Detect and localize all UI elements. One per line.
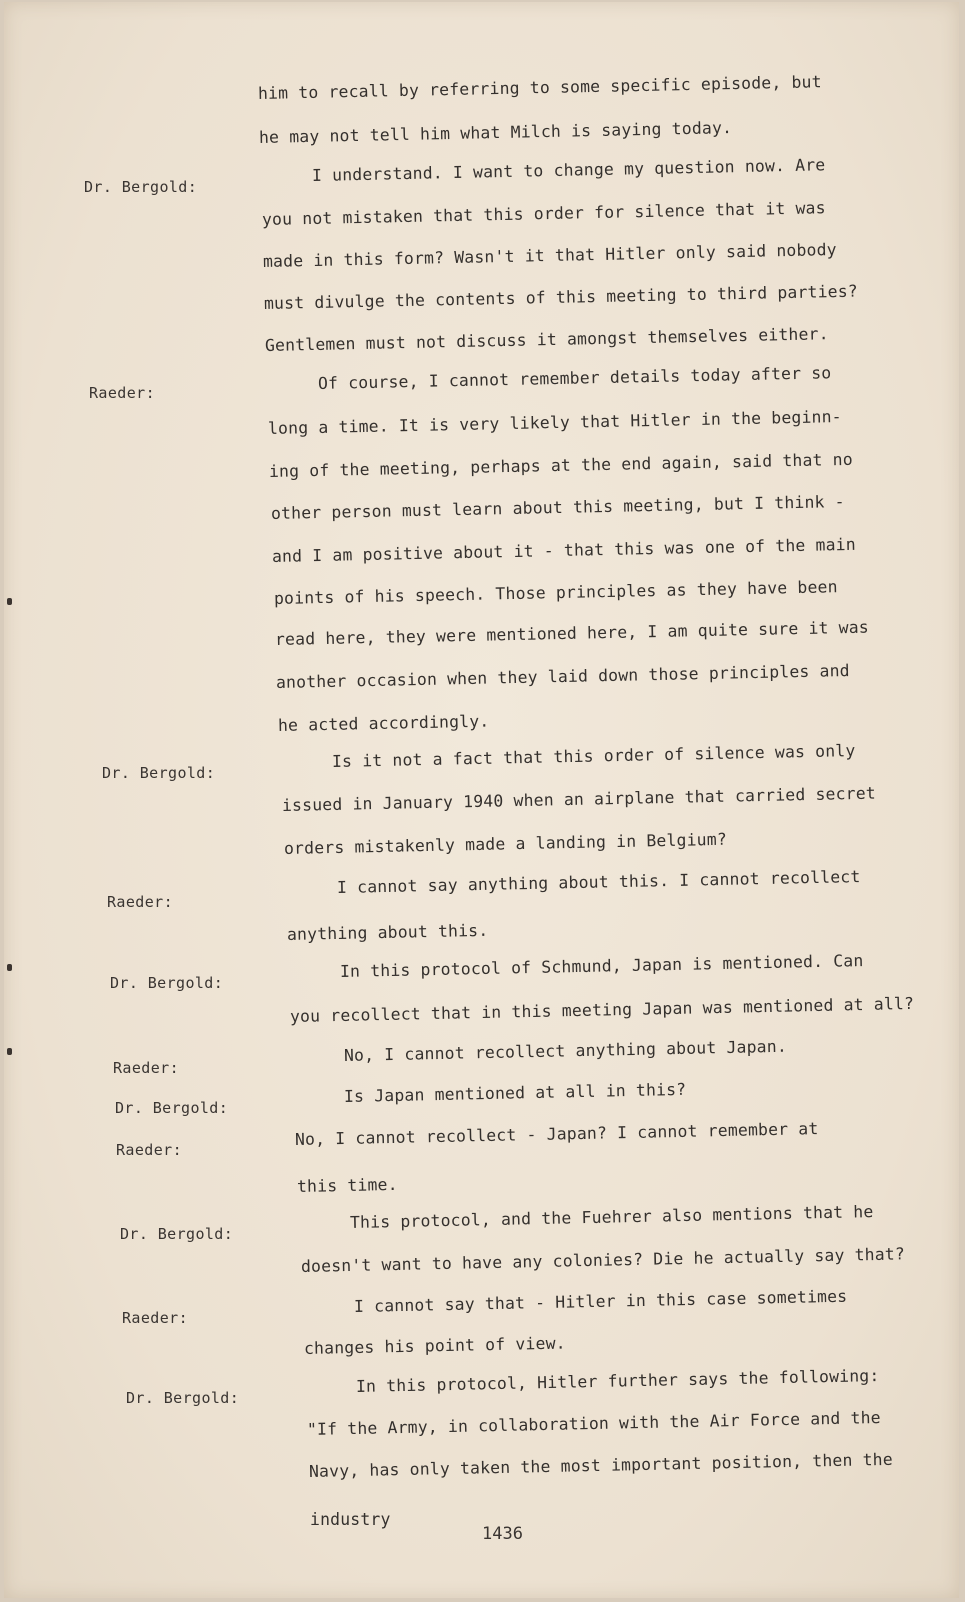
binding-hole-mark — [7, 598, 12, 605]
text-line: ing of the meeting, perhaps at the end again, said that no — [268, 449, 854, 481]
text-line: this time. — [296, 1174, 398, 1196]
text-line: changes his point of view. — [303, 1333, 566, 1358]
text-line: issued in January 1940 when an airplane that carried secret — [281, 783, 877, 815]
text-line: Is it not a fact that this order of silence was only — [331, 741, 856, 771]
speaker-label: Dr. Bergold: — [110, 974, 224, 992]
text-line: I cannot say anything about this. I cannot recollect — [336, 867, 861, 897]
text-line: No, I cannot recollect - Japan? I cannot remember at — [294, 1119, 819, 1149]
text-line: doesn't want to have any colonies? Die he actually say that? — [300, 1244, 906, 1276]
speaker-label: Dr. Bergold: — [126, 1389, 240, 1407]
text-line: Is Japan mentioned at all in this? — [343, 1079, 687, 1106]
text-line: industry — [310, 1510, 391, 1529]
page-number: 1436 — [482, 1524, 523, 1544]
text-line: must divulge the contents of this meeting to third parties? — [263, 281, 859, 313]
text-line: Of course, I cannot remember details today after so — [317, 363, 832, 393]
speaker-label: Raeder: — [107, 893, 174, 911]
text-line: No, I cannot recollect anything about Japan. — [343, 1036, 788, 1065]
text-line: points of his speech. Those principles as they have been — [273, 577, 838, 608]
speaker-label: Raeder: — [89, 384, 156, 402]
document-page — [4, 2, 959, 1598]
text-line: and I am positive about it - that this was one of the main — [271, 534, 857, 566]
text-line: Gentlemen must not discuss it amongst themselves either. — [264, 324, 829, 355]
text-line: read here, they were mentioned here, I am quite sure it was — [274, 617, 870, 649]
text-line: long a time. It is very likely that Hitler in the beginn- — [267, 406, 842, 438]
binding-hole-mark — [7, 1048, 12, 1055]
text-line: another occasion when they laid down those principles and — [275, 660, 850, 692]
text-line: Navy, has only taken the most important position, then the — [308, 1449, 894, 1481]
speaker-label: Raeder: — [122, 1309, 189, 1327]
text-line: I cannot say that - Hitler in this case sometimes — [353, 1286, 848, 1316]
binding-hole-mark — [7, 964, 12, 971]
text-line: he acted accordingly. — [277, 711, 490, 735]
text-line: In this protocol of Schmund, Japan is mentioned. Can — [339, 951, 864, 981]
speaker-label: Dr. Bergold: — [84, 178, 198, 196]
text-line: other person must learn about this meeting, but I think - — [270, 491, 845, 523]
text-line: he may not tell him what Milch is saying today. — [258, 118, 733, 147]
text-line: anything about this. — [286, 920, 489, 944]
text-line: I understand. I want to change my question now. Are — [311, 155, 826, 185]
speaker-label: Dr. Bergold: — [120, 1225, 234, 1243]
text-line: This protocol, and the Fuehrer also mentions that he — [349, 1202, 874, 1232]
text-line: "If the Army, in collaboration with the Air Force and the — [306, 1407, 881, 1439]
speaker-label: Dr. Bergold: — [115, 1099, 229, 1117]
speaker-label: Dr. Bergold: — [102, 764, 216, 782]
text-line: In this protocol, Hitler further says the following: — [355, 1366, 880, 1396]
text-line: orders mistakenly made a landing in Belgium? — [283, 829, 728, 858]
speaker-label: Raeder: — [116, 1141, 183, 1159]
speaker-label: Raeder: — [113, 1059, 180, 1077]
text-line: him to recall by referring to some specific episode, but — [257, 72, 822, 103]
text-line: made in this form? Wasn't it that Hitler only said nobody — [262, 239, 837, 271]
text-line: you recollect that in this meeting Japan was mentioned at all? — [289, 993, 915, 1026]
text-line: you not mistaken that this order for silence that it was — [261, 198, 826, 229]
